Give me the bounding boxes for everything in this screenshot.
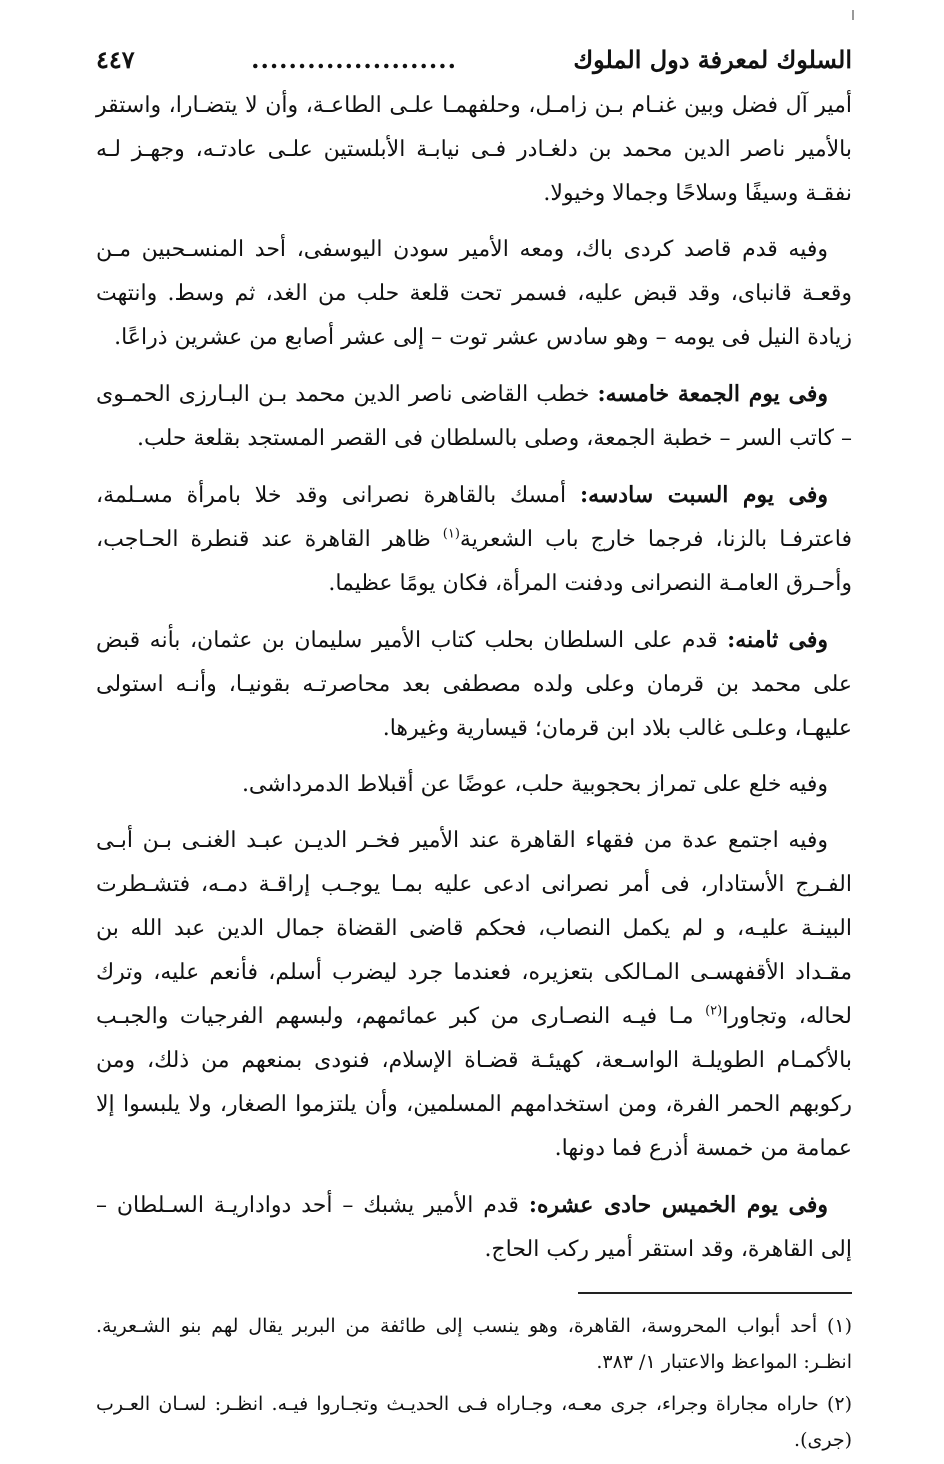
paragraph-3 — [96, 372, 852, 461]
paragraph-lead: وفى يوم الخميس حادى عشره: — [528, 1192, 828, 1218]
footnote-ref-1[interactable]: (١) — [442, 526, 460, 542]
paragraph-1 — [96, 84, 852, 216]
paragraph-2 — [96, 228, 852, 360]
paragraph-text: أمير آل فضل وبين غنـام بـن زامـل، وحلفهمـا علـى الطاعـة، وأن لا يتضـارا، واستقر بالأمير ناصر الدين محمد بن دلغـادر فـى نيابـة الأبلستين علـى عادتـه، وجهـز لـه نفقـة وسيفًا وسلاحًا وجمالا وخيولا. — [96, 93, 852, 206]
paragraph-text: وفيه خلع على تمراز بحجوبية حلب، عوضًا عن أقبلاط الدمرداشى. — [241, 772, 828, 797]
paragraph-4 — [96, 473, 852, 606]
paragraph-text-cont: ظاهر القاهرة عند قنطرة الحـاجب، وأحـرق العامـة النصرانى ودفنت المرأة، فكان يومًا عظيما. — [96, 527, 852, 596]
paragraph-text: قدم الأمير يشبك – أحد دواداريـة السـلطان – إلى القاهرة، وقد استقر أمير ركب الحاج. — [96, 1193, 852, 1262]
footnote-1: (١) أحد أبواب المحروسة، القاهرة، وهو ينسب إلى طائفة من البربر يقال لهم بنو الشـعرية. انظـر: المواعظ والاعتبار ١/ ٣٨٣. — [96, 1315, 852, 1373]
running-header — [96, 40, 852, 80]
paragraph-text: قدم على السلطان بحلب كتاب الأمير سليمان بن عثمان، بأنه قبض على محمد بن قرمان وعلى ولده مصطفى بعد محاصرتـه بقونيـا، وأنـه استولى عليهـا، وعلـى غالب بلاد ابن قرمان؛ قيسارية وغيرها. — [96, 628, 852, 741]
book-page — [96, 40, 852, 1464]
paragraph-text: وفيه اجتمع عدة من فقهاء القاهرة عند الأمير فخـر الديـن عبـد الغنـى بـن أبـى الفـرج الأستادار، فى أمر نصرانى ادعى عليه بمـا يوجـب إراقـة دمـه، فتشـطرت البينـة عليـه، و لم يكمل النصاب، فحكم قاضى القضاة جمال الدين عبد الله بن مقـداد الأقفهسـى المـالكى بتعزيره، فعندما جرد ليضرب أسلم، فأنعم عليه، وترك لحاله، وتجاورا — [96, 828, 852, 1029]
paragraph-lead: وفى يوم الجمعة خامسه: — [597, 381, 828, 407]
header-leader-dots: ...................... — [251, 45, 457, 74]
scan-mark — [852, 10, 854, 20]
paragraph-lead: وفى يوم السبت سادسه: — [579, 482, 828, 508]
paragraph-5 — [96, 618, 852, 751]
paragraph-8 — [96, 1183, 852, 1272]
footnote-divider — [578, 1292, 852, 1294]
paragraph-6 — [96, 763, 852, 807]
paragraph-text: وفيه قدم قاصد كردى باك، ومعه الأمير سودن اليوسفى، أحد المنسـحبين مـن وقعـة قانباى، وقد قبض عليه، فسمر تحت قلعة حلب من الغد، ثم وسط. وانتهت زيادة النيل فى يومه – وهو سادس عشر توت – إلى عشر أصابع من عشرين ذراعًا. — [96, 237, 852, 350]
paragraph-text-cont: مـا فيـه النصـارى من كبر عمائمهم، ولبسهم الفرجيات والجبـب بالأكمـام الطويلـة الواسـعة، كهيئـة قضـاة الإسلام، فنودى بمنعهم من ذلك، ومن ركوبهم الحمر الفرة، ومن استخدامهم المسلمين، وأن يلتزموا الصغار، ولا يلبسوا إلا عمامة من خمسة أذرع فما دونها. — [96, 1004, 852, 1161]
page-number: ٤٤٧ — [96, 45, 135, 74]
paragraph-lead: وفى ثامنه: — [727, 627, 828, 653]
paragraph-text: خطب القاضى ناصر الدين محمد بـن البـارزى الحمـوى – كاتب السر – خطبة الجمعة، وصلى بالسلطان فى القصر المستجد بقلعة حلب. — [96, 382, 852, 451]
footnote-2: (٢) حاراه مجاراة وجراء، جرى معـه، وجـاراه فـى الحديـث وتجـاروا فيـه. انظـر: لسـان العـرب (جرى). — [96, 1393, 852, 1451]
book-title: السلوك لمعرفة دول الملوك — [573, 45, 852, 74]
paragraph-text: أمسك بالقاهرة نصرانى وقد خلا بامرأة مسـلمة، فاعترفـا بالزنا، فرجما خارج باب الشعرية — [96, 483, 852, 552]
footnote-ref-2[interactable]: (٢) — [705, 1003, 723, 1019]
paragraph-7 — [96, 819, 852, 1171]
